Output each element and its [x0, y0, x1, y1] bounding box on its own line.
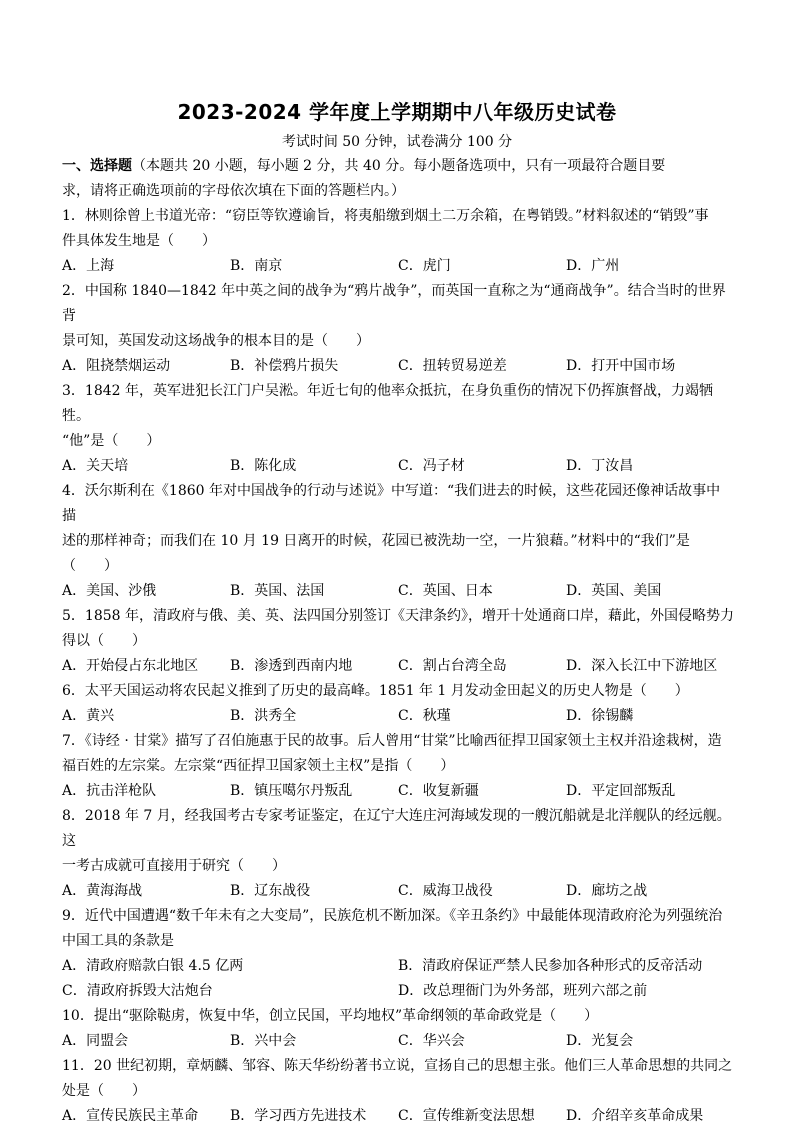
- question-stem: 一考古成就可直接用于研究（ ）: [62, 858, 286, 874]
- option-b: B．辽东战役: [230, 883, 311, 899]
- option-a: A．上海: [62, 258, 115, 274]
- option-c: C．扭转贸易逆差: [398, 358, 507, 374]
- option-c: C．威海卫战役: [398, 883, 493, 899]
- question-options: [62, 979, 734, 1004]
- option-c: C．收复新疆: [398, 783, 479, 799]
- option-c: C．华兴会: [398, 1033, 465, 1049]
- question-stem: 述的那样神奇；而我们在 10 月 19 日离开的时候，花园已被洗劫一空，一片狼藉。”材料中的“我们”是: [62, 533, 690, 549]
- question-options: [62, 954, 734, 979]
- question-options: [62, 454, 734, 479]
- option-d: D．徐锡麟: [566, 708, 634, 724]
- option-b: B．陈化成: [230, 458, 297, 474]
- question-stem: 3．1842 年，英军进犯长江门户吴淞。年近七旬的他率众抵抗，在身负重伤的情况下仍挥旗督战，力竭牺牲。: [62, 383, 713, 424]
- question-stem: 9．近代中国遭遇“数千年未有之大变局”，民族危机不断加深。《辛丑条约》中最能体现清政府沦为列强统治: [62, 908, 723, 924]
- option-d: D．介绍辛亥革命成果: [566, 1108, 704, 1124]
- option-d: D．深入长江中下游地区: [566, 658, 718, 674]
- question-stem: “他”是（ ）: [62, 433, 161, 449]
- question-stem: 8．2018 年 7 月，经我国考古专家考证鉴定，在辽宁大连庄河海域发现的一艘沉船就是北洋舰队的经远舰。这: [62, 808, 731, 849]
- question-options: [62, 1104, 734, 1129]
- option-d: D．广州: [566, 258, 620, 274]
- option-c: C．冯子材: [398, 458, 465, 474]
- option-d: D．打开中国市场: [566, 358, 676, 374]
- option-c: C．秋瑾: [398, 708, 451, 724]
- question-stem: 1．林则徐曾上书道光帝：“窃臣等钦遵谕旨，将夷船缴到烟土二万余箱，在粤销毁。”材料叙述的“销毁”事: [62, 208, 709, 224]
- option-d: D．英国、美国: [566, 583, 662, 599]
- question-stem: 景可知，英国发动这场战争的根本目的是（ ）: [62, 333, 370, 349]
- option-d: D．丁汝昌: [566, 458, 634, 474]
- question-options: [62, 879, 734, 904]
- question-stem: （ ）: [62, 558, 118, 574]
- option-a: A．关天培: [62, 458, 129, 474]
- option-a: A．阻挠禁烟运动: [62, 358, 171, 374]
- question-options: [62, 779, 734, 804]
- page-title: 2023-2024 学年度上学期期中八年级历史试卷: [177, 100, 617, 124]
- question-stem: 中国工具的条款是: [62, 933, 174, 949]
- option-c: C．虎门: [398, 258, 451, 274]
- option-b: B．洪秀全: [230, 708, 297, 724]
- option-d: D．改总理衙门为外务部，班列六部之前: [398, 983, 648, 999]
- option-a: A．抗击洋枪队: [62, 783, 157, 799]
- section-intro: [62, 154, 734, 179]
- option-c: C．英国、日本: [398, 583, 493, 599]
- question-stem: 4．沃尔斯利在《1860 年对中国战争的行动与述说》中写道：“我们进去的时候，这些花园还像神话故事中描: [62, 483, 721, 524]
- option-b: B．兴中会: [230, 1033, 297, 1049]
- option-c: C．宣传维新变法思想: [398, 1108, 535, 1124]
- question-stem: 件具体发生地是（ ）: [62, 233, 216, 249]
- option-d: D．光复会: [566, 1033, 634, 1049]
- section-intro-line2: 求，请将正确选项前的字母依次填在下面的答题栏内。）: [62, 183, 405, 199]
- option-d: D．平定回部叛乱: [566, 783, 676, 799]
- option-a: A．清政府赔款白银 4.5 亿两: [62, 958, 244, 974]
- option-b: B．清政府保证严禁人民参加各种形式的反帝活动: [398, 958, 703, 974]
- question-stem: 福百姓的左宗棠。左宗棠“西征捍卫国家领土主权”是指（ ）: [62, 758, 455, 774]
- option-a: A．宣传民族民主革命: [62, 1108, 199, 1124]
- exam-content: [62, 154, 734, 1129]
- question-stem: 2．中国称 1840—1842 年中英之间的战争为“鸦片战争”，而英国一直称之为“通商战争”。结合当时的世界背: [62, 283, 726, 324]
- option-a: A．同盟会: [62, 1033, 129, 1049]
- question-stem: 10．提出“驱除鞑虏，恢复中华，创立民国，平均地权”革命纲领的革命政党是（ ）: [62, 1008, 599, 1024]
- option-b: B．南京: [230, 258, 283, 274]
- section-title: 一、选择题: [62, 158, 132, 174]
- question-stem: 7．《诗经 · 甘棠》描写了召伯施惠于民的故事。后人曾用“甘棠”比喻西征捍卫国家领土主权并沿途栽树，造: [62, 733, 722, 749]
- question-options: [62, 579, 734, 604]
- question-options: [62, 654, 734, 679]
- question-stem: 11．20 世纪初期，章炳麟、邹容、陈天华纷纷著书立说，宣扬自己的思想主张。他们三人革命思想的共同之: [62, 1058, 733, 1074]
- option-c: C．割占台湾全岛: [398, 658, 507, 674]
- option-b: B．学习西方先进技术: [230, 1108, 367, 1124]
- question-stem: 处是（ ）: [62, 1083, 146, 1099]
- option-b: B．镇压噶尔丹叛乱: [230, 783, 353, 799]
- question-stem: 6．太平天国运动将农民起义推到了历史的最高峰。1851 年 1 月发动金田起义的历史人物是（ ）: [62, 683, 689, 699]
- option-d: D．廊坊之战: [566, 883, 648, 899]
- question-stem: 得以（ ）: [62, 633, 146, 649]
- question-options: [62, 704, 734, 729]
- option-c: C．清政府拆毁大沽炮台: [62, 983, 213, 999]
- option-a: A．黄海海战: [62, 883, 143, 899]
- question-options: [62, 354, 734, 379]
- option-a: A．黄兴: [62, 708, 115, 724]
- option-a: A．开始侵占东北地区: [62, 658, 199, 674]
- question-stem: 5．1858 年，清政府与俄、美、英、法四国分别签订《天津条约》，增开十处通商口岸，藉此，外国侵略势力: [62, 608, 734, 624]
- section-intro-line1: （本题共 20 小题，每小题 2 分，共 40 分。每小题备选项中，只有一项最符合题目要: [132, 158, 666, 174]
- option-b: B．英国、法国: [230, 583, 325, 599]
- option-a: A．美国、沙俄: [62, 583, 157, 599]
- exam-info: 考试时间 50 分钟，试卷满分 100 分: [281, 134, 513, 150]
- question-options: [62, 1029, 734, 1054]
- option-b: B．渗透到西南内地: [230, 658, 353, 674]
- option-b: B．补偿鸦片损失: [230, 358, 339, 374]
- question-options: [62, 254, 734, 279]
